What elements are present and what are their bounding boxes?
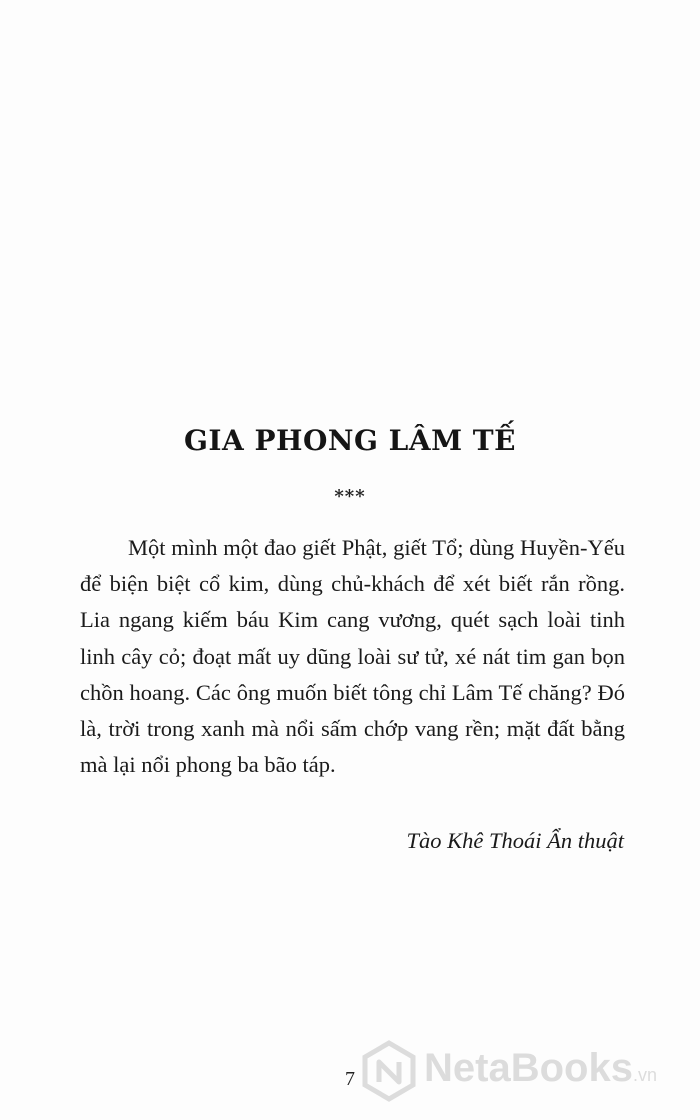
section-ornament: *** xyxy=(334,486,366,507)
watermark-brand: NetaBooks xyxy=(424,1046,633,1090)
watermark-suffix: .vn xyxy=(632,1065,657,1085)
attribution-line: Tào Khê Thoái Ẩn thuật xyxy=(406,828,624,853)
page-number: 7 xyxy=(345,1068,355,1090)
page-title: GIA PHONG LÂM TẾ xyxy=(184,424,516,457)
body-paragraph: Một mình một đao giết Phật, giết Tổ; dùng Huyền-Yếu để biện biệt cổ kim, dùng chủ-khách để xét biết rắn rồng. Lia ngang kiếm báu Kim cang vương, quét sạch loài tinh linh cây cỏ; đoạt mất uy dũng loài sư tử, xé nát tim gan bọn chồn hoang. Các ông muốn biết tông chỉ Lâm Tế chăng? Đó là, trời trong xanh mà nổi sấm chớp vang rền; mặt đất bằng mà lại nổi phong ba bão táp. xyxy=(80,535,625,778)
